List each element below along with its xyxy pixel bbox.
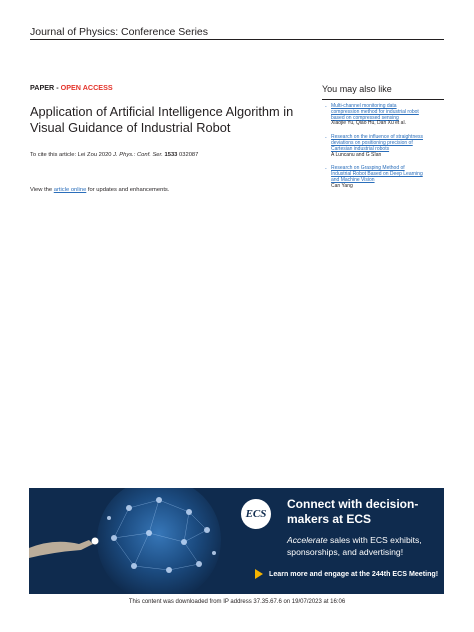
related-link-line[interactable]: Research on the influence of straightness	[331, 134, 423, 141]
article-title-line-1: Application of Artificial Intelligence Algorithm in	[30, 104, 294, 119]
related-authors: A Luncanu and G Sîan	[331, 151, 382, 158]
ad-body-line-2: sponsorships, and advertising!	[287, 547, 404, 557]
related-link-line[interactable]: Multi-channel monitoring data	[331, 103, 397, 109]
ecs-logo-text: ECS	[245, 508, 267, 520]
related-link-line[interactable]: Cartesian industrial robots	[331, 145, 390, 152]
paper-type-label	[30, 83, 305, 92]
globe-network-graphic	[29, 488, 269, 594]
ad-body-line-1: sales with ECS exhibits,	[327, 535, 422, 545]
ad-body-italic: Accelerate	[287, 535, 328, 545]
related-link-line[interactable]: and Machine Vision	[331, 176, 375, 183]
play-arrow-icon	[255, 569, 263, 579]
citation-journal: J. Phys.: Conf. Ser.	[113, 152, 163, 158]
citation-article-number: 032087	[177, 152, 199, 158]
citation-prefix: To cite this article: Lei Zou 2020	[30, 152, 114, 158]
ad-call-to-action[interactable]: Learn more and engage at the 244th ECS Meeting!	[269, 570, 439, 578]
view-online-note	[30, 187, 305, 193]
view-suffix: for updates and enhancements.	[86, 187, 170, 193]
article-title-line-2: Visual Guidance of Industrial Robot	[30, 120, 231, 135]
article-title	[30, 104, 305, 136]
related-authors: Xiaojie Yu, Qiao Hu, Dan Xu et al.	[331, 120, 406, 127]
related-link-line[interactable]: compression method for industrial robot	[331, 108, 419, 115]
ad-headline	[287, 497, 442, 527]
journal-name: Journal of Physics: Conference Series	[30, 26, 209, 38]
related-item	[322, 166, 444, 189]
ad-body	[287, 534, 442, 558]
ecs-logo	[241, 499, 271, 529]
ad-headline-line-2: makers at ECS	[287, 512, 372, 526]
article-info	[30, 83, 305, 193]
related-title: You may also like	[322, 84, 392, 94]
ecs-advertisement-banner[interactable]	[29, 488, 444, 594]
related-link-line[interactable]: Industrial Robot Based on Deep Learning	[331, 171, 423, 178]
related-divider	[322, 99, 444, 100]
related-authors: Can Yang	[331, 182, 353, 189]
related-articles	[322, 84, 444, 198]
citation-volume: 1533	[164, 152, 178, 158]
related-link-line[interactable]: deviations on positioning precision of	[331, 139, 413, 146]
bullet-dash: -	[325, 135, 327, 142]
related-link-line[interactable]: based on compressed sensing	[331, 114, 399, 121]
citation	[30, 152, 305, 158]
bullet-dash: -	[325, 166, 327, 173]
related-item	[322, 104, 444, 127]
ad-headline-line-1: Connect with decision-	[287, 497, 419, 511]
article-online-link[interactable]: article online	[53, 187, 87, 193]
related-link-line[interactable]: Research on Grasping Method of	[331, 165, 405, 172]
open-access-badge: OPEN ACCESS	[60, 83, 113, 92]
paper-label-text: PAPER	[30, 83, 55, 92]
view-prefix: View the	[30, 187, 54, 193]
related-item	[322, 135, 444, 158]
bullet-dash: -	[325, 104, 327, 110]
download-notice: This content was downloaded from IP address 37.35.67.6 on 19/07/2023 at 16:06	[128, 599, 346, 605]
paper-label-separator: -	[54, 83, 61, 92]
header-divider	[30, 39, 444, 40]
